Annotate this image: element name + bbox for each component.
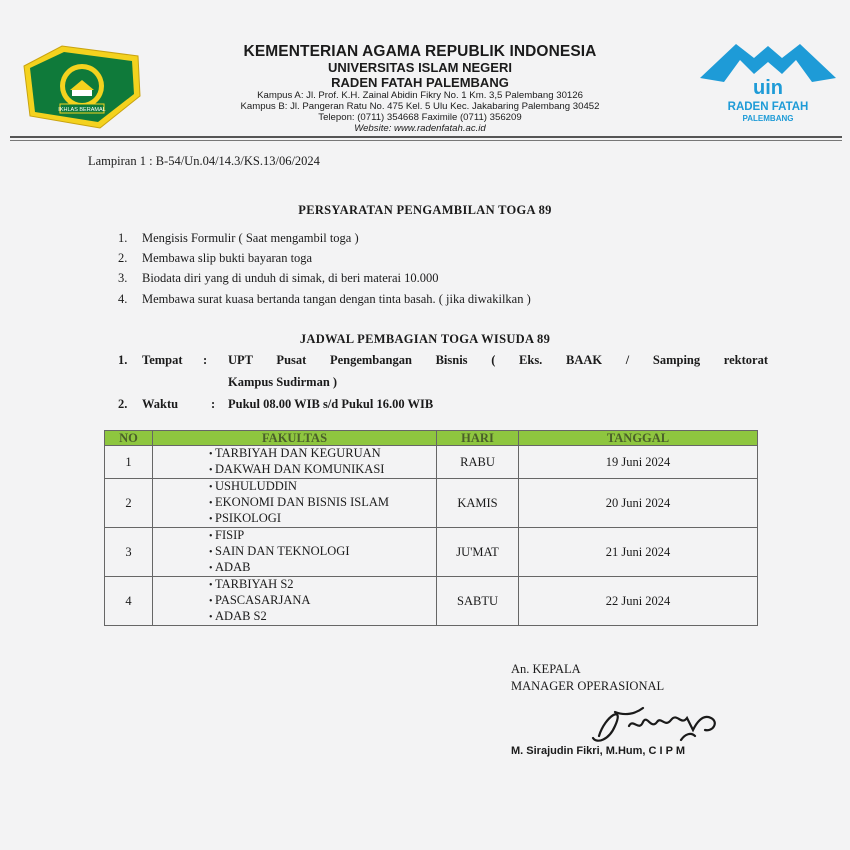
header-faculty: FAKULTAS xyxy=(153,431,437,446)
row-date: 20 Juni 2024 xyxy=(519,479,758,528)
requirements-title: PERSYARATAN PENGAMBILAN TOGA 89 xyxy=(298,203,552,217)
row-date: 22 Juni 2024 xyxy=(519,577,758,626)
time-value: Pukul 08.00 WIB s/d Pukul 16.00 WIB xyxy=(228,397,434,411)
row-day: RABU xyxy=(437,446,519,479)
uin-logo-word: uin xyxy=(753,77,783,99)
row-day: KAMIS xyxy=(437,479,519,528)
requirement-item: 2. Membawa slip bukti bayaran toga xyxy=(118,251,313,265)
row-date: 19 Juni 2024 xyxy=(519,446,758,479)
header-date: TANGGAL xyxy=(519,431,758,446)
signature-position: MANAGER OPERASIONAL xyxy=(511,679,665,693)
faculty-item: • TARBIYAH DAN KEGURUAN xyxy=(209,446,436,462)
faculty-item: • EKONOMI DAN BISNIS ISLAM xyxy=(209,495,436,511)
schedule-title: JADWAL PEMBAGIAN TOGA WISUDA 89 xyxy=(299,332,551,346)
distribution-schedule-table xyxy=(104,430,758,626)
faculty-item: • TARBIYAH S2 xyxy=(209,577,436,593)
ministry-logo xyxy=(20,44,144,130)
place-value: UPT Pusat Pengembangan Bisnis ( Eks. BAAK / Samping rektorat xyxy=(228,353,768,367)
phone-fax: Telepon: (0711) 354668 Faximile (0711) 356209 xyxy=(318,112,522,123)
requirement-item: 4. Membawa surat kuasa bertanda tangan dengan tinta basah. ( jika diwakilkan ) xyxy=(118,292,531,306)
attachment-reference: Lampiran 1 : B-54/Un.04/14.3/KS.13/06/2024 xyxy=(88,154,320,168)
faculty-item: • PASCASARJANA xyxy=(209,593,436,609)
row-faculties xyxy=(153,528,437,577)
faculty-item: • USHULUDDIN xyxy=(209,479,436,495)
faculty-item: • ADAB xyxy=(209,560,436,576)
table-row xyxy=(105,528,758,577)
row-faculties xyxy=(153,446,437,479)
faculty-item: • SAIN DAN TEKNOLOGI xyxy=(209,544,436,560)
faculty-item: • PSIKOLOGI xyxy=(209,511,436,527)
university-name: UNIVERSITAS ISLAM NEGERI xyxy=(328,60,512,75)
header-rule-thin xyxy=(10,140,842,141)
faculty-item: • ADAB S2 xyxy=(209,609,436,625)
row-no: 1 xyxy=(105,446,153,479)
row-no: 2 xyxy=(105,479,153,528)
requirement-item: 3. Biodata diri yang di unduh di simak, di beri materai 10.000 xyxy=(118,271,439,285)
time-label: Waktu xyxy=(142,397,179,411)
place-number: 1. xyxy=(118,353,128,367)
time-separator: : xyxy=(211,397,216,411)
uin-logo-name: RADEN FATAH xyxy=(727,101,809,113)
place-separator: : xyxy=(203,353,208,367)
table-header-row xyxy=(105,431,758,446)
uin-logo xyxy=(696,38,840,128)
logo-motto: IKHLAS BERAMAL xyxy=(58,107,106,113)
signature-on-behalf: An. KEPALA xyxy=(511,662,581,676)
table-row xyxy=(105,446,758,479)
table-row xyxy=(105,479,758,528)
row-faculties xyxy=(153,577,437,626)
row-no: 4 xyxy=(105,577,153,626)
place-label: Tempat xyxy=(142,353,183,367)
table-row xyxy=(105,577,758,626)
header-day: HARI xyxy=(437,431,519,446)
address-b: Kampus B: Jl. Pangeran Ratu No. 475 Kel. 5 Ulu Kec. Jakabaring Palembang 30452 xyxy=(240,101,600,112)
row-faculties xyxy=(153,479,437,528)
signatory-name: M. Sirajudin Fikri, M.Hum, C I P M xyxy=(511,745,685,757)
header-no: NO xyxy=(105,431,153,446)
website: Website: www.radenfatah.ac.id xyxy=(354,123,486,134)
faculty-item: • DAKWAH DAN KOMUNIKASI xyxy=(209,462,436,478)
row-no: 3 xyxy=(105,528,153,577)
row-day: JU'MAT xyxy=(437,528,519,577)
place-value-continued: Kampus Sudirman ) xyxy=(228,375,338,389)
time-number: 2. xyxy=(118,397,128,411)
uin-logo-city: PALEMBANG xyxy=(742,114,794,123)
row-day: SABTU xyxy=(437,577,519,626)
campus-name: RADEN FATAH PALEMBANG xyxy=(331,75,509,90)
header-rule xyxy=(10,136,842,138)
ministry-name: KEMENTERIAN AGAMA REPUBLIK INDONESIA xyxy=(243,43,597,60)
requirement-item: 1. Mengisis Formulir ( Saat mengambil toga ) xyxy=(118,231,359,245)
faculty-item: • FISIP xyxy=(209,528,436,544)
address-a: Kampus A: Jl. Prof. K.H. Zainal Abidin Fikry No. 1 Km. 3,5 Palembang 30126 xyxy=(257,90,583,101)
row-date: 21 Juni 2024 xyxy=(519,528,758,577)
